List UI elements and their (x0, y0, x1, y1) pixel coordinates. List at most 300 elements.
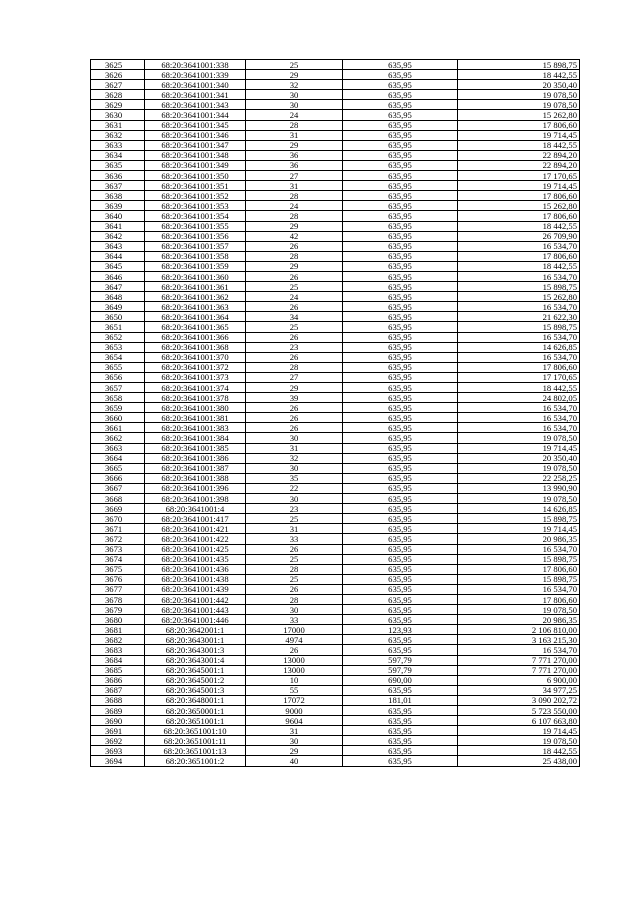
cadastral-value-cell: 22 894,20 (458, 150, 580, 160)
row-number-cell: 3656 (91, 372, 145, 382)
area-cell: 24 (246, 110, 343, 120)
table-row (91, 534, 580, 544)
area-cell: 17000 (246, 625, 343, 635)
table-row (91, 362, 580, 372)
specific-value-cell: 635,95 (343, 564, 458, 574)
table-row (91, 140, 580, 150)
cadastral-number-cell: 68:20:3641001:388 (145, 473, 246, 483)
cadastral-value-cell: 16 534,70 (458, 645, 580, 655)
cadastral-value-cell: 15 898,75 (458, 322, 580, 332)
cadastral-value-cell: 19 714,45 (458, 726, 580, 736)
table-row (91, 514, 580, 524)
cadastral-number-cell: 68:20:3641001:354 (145, 211, 246, 221)
table-row (91, 221, 580, 231)
row-number-cell: 3655 (91, 362, 145, 372)
area-cell: 25 (246, 322, 343, 332)
cadastral-value-cell: 16 534,70 (458, 352, 580, 362)
specific-value-cell: 635,95 (343, 726, 458, 736)
table-row (91, 322, 580, 332)
specific-value-cell: 635,95 (343, 584, 458, 594)
cadastral-number-cell: 68:20:3641001:362 (145, 292, 246, 302)
cadastral-value-cell: 15 262,80 (458, 110, 580, 120)
area-cell: 25 (246, 514, 343, 524)
table-row (91, 695, 580, 705)
row-number-cell: 3644 (91, 251, 145, 261)
cadastral-value-cell: 16 534,70 (458, 423, 580, 433)
cadastral-value-cell: 20 986,35 (458, 534, 580, 544)
area-cell: 26 (246, 645, 343, 655)
cadastral-number-cell: 68:20:3641001:343 (145, 100, 246, 110)
row-number-cell: 3692 (91, 736, 145, 746)
table-row (91, 150, 580, 160)
table-row (91, 403, 580, 413)
table-row (91, 171, 580, 181)
area-cell: 36 (246, 150, 343, 160)
cadastral-value-cell: 19 078,50 (458, 90, 580, 100)
row-number-cell: 3659 (91, 403, 145, 413)
cadastral-number-cell: 68:20:3641001:422 (145, 534, 246, 544)
cadastral-number-cell: 68:20:3641001:384 (145, 433, 246, 443)
cadastral-value-cell: 14 626,85 (458, 342, 580, 352)
table-row (91, 726, 580, 736)
cadastral-number-cell: 68:20:3641001:344 (145, 110, 246, 120)
cadastral-number-cell: 68:20:3641001:341 (145, 90, 246, 100)
area-cell: 30 (246, 433, 343, 443)
cadastral-value-cell: 19 714,45 (458, 524, 580, 534)
specific-value-cell: 635,95 (343, 534, 458, 544)
specific-value-cell: 635,95 (343, 453, 458, 463)
specific-value-cell: 635,95 (343, 322, 458, 332)
table-row (91, 594, 580, 604)
cadastral-number-cell: 68:20:3641001:442 (145, 594, 246, 604)
row-number-cell: 3682 (91, 635, 145, 645)
specific-value-cell: 635,95 (343, 423, 458, 433)
area-cell: 30 (246, 90, 343, 100)
cadastral-value-cell: 16 534,70 (458, 241, 580, 251)
cadastral-value-cell: 20 986,35 (458, 615, 580, 625)
cadastral-number-cell: 68:20:3641001:387 (145, 463, 246, 473)
specific-value-cell: 635,95 (343, 544, 458, 554)
cadastral-value-cell: 17 170,65 (458, 171, 580, 181)
row-number-cell: 3686 (91, 675, 145, 685)
specific-value-cell: 690,00 (343, 675, 458, 685)
specific-value-cell: 635,95 (343, 574, 458, 584)
table-row (91, 554, 580, 564)
area-cell: 31 (246, 524, 343, 534)
table-row (91, 564, 580, 574)
area-cell: 9604 (246, 716, 343, 726)
cadastral-value-cell: 3 090 202,72 (458, 695, 580, 705)
specific-value-cell: 635,95 (343, 403, 458, 413)
row-number-cell: 3643 (91, 241, 145, 251)
cadastral-value-cell: 25 438,00 (458, 756, 580, 766)
row-number-cell: 3645 (91, 261, 145, 271)
area-cell: 28 (246, 362, 343, 372)
area-cell: 13000 (246, 655, 343, 665)
cadastral-number-cell: 68:20:3641001:340 (145, 80, 246, 90)
cadastral-number-cell: 68:20:3641001:345 (145, 120, 246, 130)
area-cell: 25 (246, 282, 343, 292)
cadastral-value-cell: 19 078,50 (458, 463, 580, 473)
cadastral-value-cell: 16 534,70 (458, 302, 580, 312)
row-number-cell: 3651 (91, 322, 145, 332)
area-cell: 36 (246, 160, 343, 170)
row-number-cell: 3627 (91, 80, 145, 90)
cadastral-value-cell: 15 898,75 (458, 574, 580, 584)
row-number-cell: 3658 (91, 393, 145, 403)
specific-value-cell: 635,95 (343, 615, 458, 625)
cadastral-number-cell: 68:20:3641001:348 (145, 150, 246, 160)
row-number-cell: 3665 (91, 463, 145, 473)
cadastral-value-cell: 19 714,45 (458, 130, 580, 140)
area-cell: 31 (246, 130, 343, 140)
row-number-cell: 3657 (91, 383, 145, 393)
row-number-cell: 3675 (91, 564, 145, 574)
table-row (91, 574, 580, 584)
area-cell: 29 (246, 383, 343, 393)
area-cell: 29 (246, 746, 343, 756)
table-row (91, 241, 580, 251)
specific-value-cell: 635,95 (343, 110, 458, 120)
table-row (91, 584, 580, 594)
specific-value-cell: 635,95 (343, 271, 458, 281)
table-body (91, 60, 580, 767)
specific-value-cell: 635,95 (343, 130, 458, 140)
area-cell: 29 (246, 70, 343, 80)
specific-value-cell: 635,95 (343, 160, 458, 170)
area-cell: 24 (246, 201, 343, 211)
row-number-cell: 3632 (91, 130, 145, 140)
cadastral-number-cell: 68:20:3641001:364 (145, 312, 246, 322)
specific-value-cell: 635,95 (343, 594, 458, 604)
specific-value-cell: 635,95 (343, 443, 458, 453)
cadastral-number-cell: 68:20:3641001:372 (145, 362, 246, 372)
area-cell: 27 (246, 372, 343, 382)
cadastral-value-cell: 19 078,50 (458, 736, 580, 746)
row-number-cell: 3693 (91, 746, 145, 756)
row-number-cell: 3662 (91, 433, 145, 443)
area-cell: 25 (246, 60, 343, 70)
cadastral-value-cell: 19 078,50 (458, 100, 580, 110)
row-number-cell: 3661 (91, 423, 145, 433)
specific-value-cell: 635,95 (343, 413, 458, 423)
specific-value-cell: 635,95 (343, 251, 458, 261)
cadastral-value-cell: 18 442,55 (458, 383, 580, 393)
area-cell: 24 (246, 292, 343, 302)
cadastral-value-cell: 17 806,60 (458, 362, 580, 372)
specific-value-cell: 635,95 (343, 463, 458, 473)
area-cell: 25 (246, 574, 343, 584)
cadastral-value-cell: 14 626,85 (458, 504, 580, 514)
cadastral-number-cell: 68:20:3641001:355 (145, 221, 246, 231)
row-number-cell: 3687 (91, 685, 145, 695)
row-number-cell: 3654 (91, 352, 145, 362)
area-cell: 30 (246, 736, 343, 746)
specific-value-cell: 635,95 (343, 504, 458, 514)
cadastral-value-cell: 19 078,50 (458, 433, 580, 443)
area-cell: 31 (246, 181, 343, 191)
row-number-cell: 3684 (91, 655, 145, 665)
cadastral-number-cell: 68:20:3641001:349 (145, 160, 246, 170)
specific-value-cell: 635,95 (343, 716, 458, 726)
cadastral-number-cell: 68:20:3641001:366 (145, 332, 246, 342)
area-cell: 28 (246, 594, 343, 604)
cadastral-number-cell: 68:20:3641001:339 (145, 70, 246, 80)
cadastral-number-cell: 68:20:3641001:378 (145, 393, 246, 403)
table-row (91, 342, 580, 352)
area-cell: 31 (246, 726, 343, 736)
cadastral-number-cell: 68:20:3645001:1 (145, 665, 246, 675)
row-number-cell: 3676 (91, 574, 145, 584)
specific-value-cell: 635,95 (343, 524, 458, 534)
area-cell: 28 (246, 564, 343, 574)
specific-value-cell: 181,01 (343, 695, 458, 705)
cadastral-number-cell: 68:20:3651001:11 (145, 736, 246, 746)
cadastral-value-cell: 19 078,50 (458, 494, 580, 504)
cadastral-number-cell: 68:20:3641001:346 (145, 130, 246, 140)
table-row (91, 685, 580, 695)
specific-value-cell: 635,95 (343, 90, 458, 100)
cadastral-number-cell: 68:20:3642001:1 (145, 625, 246, 635)
cadastral-value-cell: 13 990,90 (458, 483, 580, 493)
cadastral-number-cell: 68:20:3641001:435 (145, 554, 246, 564)
table-row (91, 746, 580, 756)
table-row (91, 443, 580, 453)
row-number-cell: 3647 (91, 282, 145, 292)
cadastral-number-cell: 68:20:3641001:352 (145, 191, 246, 201)
cadastral-number-cell: 68:20:3645001:2 (145, 675, 246, 685)
area-cell: 22 (246, 483, 343, 493)
cadastral-number-cell: 68:20:3641001:357 (145, 241, 246, 251)
row-number-cell: 3691 (91, 726, 145, 736)
table-row (91, 393, 580, 403)
specific-value-cell: 635,95 (343, 292, 458, 302)
cadastral-number-cell: 68:20:3641001:439 (145, 584, 246, 594)
row-number-cell: 3628 (91, 90, 145, 100)
cadastral-value-cell: 17 806,60 (458, 211, 580, 221)
specific-value-cell: 123,93 (343, 625, 458, 635)
cadastral-number-cell: 68:20:3641001:370 (145, 352, 246, 362)
specific-value-cell: 597,79 (343, 655, 458, 665)
cadastral-value-cell: 26 709,90 (458, 231, 580, 241)
cadastral-value-cell: 17 806,60 (458, 594, 580, 604)
area-cell: 4974 (246, 635, 343, 645)
cadastral-value-cell: 16 534,70 (458, 332, 580, 342)
cadastral-value-cell: 17 806,60 (458, 191, 580, 201)
cadastral-value-cell: 22 258,25 (458, 473, 580, 483)
cadastral-value-cell: 5 723 550,00 (458, 706, 580, 716)
area-cell: 29 (246, 221, 343, 231)
cadastral-value-cell: 17 806,60 (458, 564, 580, 574)
area-cell: 32 (246, 453, 343, 463)
cadastral-value-cell: 20 350,40 (458, 453, 580, 463)
specific-value-cell: 635,95 (343, 736, 458, 746)
area-cell: 26 (246, 302, 343, 312)
area-cell: 26 (246, 352, 343, 362)
specific-value-cell: 635,95 (343, 746, 458, 756)
specific-value-cell: 635,95 (343, 261, 458, 271)
specific-value-cell: 635,95 (343, 342, 458, 352)
cadastral-value-cell: 18 442,55 (458, 746, 580, 756)
cadastral-value-cell: 22 894,20 (458, 160, 580, 170)
cadastral-value-cell: 17 806,60 (458, 120, 580, 130)
row-number-cell: 3667 (91, 483, 145, 493)
table-row (91, 483, 580, 493)
area-cell: 33 (246, 615, 343, 625)
row-number-cell: 3683 (91, 645, 145, 655)
area-cell: 33 (246, 534, 343, 544)
cadastral-number-cell: 68:20:3641001:360 (145, 271, 246, 281)
area-cell: 34 (246, 312, 343, 322)
specific-value-cell: 635,95 (343, 362, 458, 372)
row-number-cell: 3666 (91, 473, 145, 483)
area-cell: 29 (246, 140, 343, 150)
specific-value-cell: 635,95 (343, 231, 458, 241)
specific-value-cell: 635,95 (343, 605, 458, 615)
area-cell: 28 (246, 211, 343, 221)
table-row (91, 675, 580, 685)
table-row (91, 423, 580, 433)
table-row (91, 100, 580, 110)
table-row (91, 756, 580, 766)
table-row (91, 504, 580, 514)
cadastral-number-cell: 68:20:3641001:398 (145, 494, 246, 504)
table-row (91, 130, 580, 140)
table-row (91, 383, 580, 393)
cadastral-value-cell: 7 771 270,00 (458, 655, 580, 665)
table-row (91, 605, 580, 615)
area-cell: 26 (246, 332, 343, 342)
table-row (91, 120, 580, 130)
specific-value-cell: 635,95 (343, 171, 458, 181)
cadastral-number-cell: 68:20:3641001:363 (145, 302, 246, 312)
specific-value-cell: 635,95 (343, 685, 458, 695)
table-row (91, 271, 580, 281)
specific-value-cell: 635,95 (343, 635, 458, 645)
cadastral-value-cell: 7 771 270,00 (458, 665, 580, 675)
table-row (91, 251, 580, 261)
row-number-cell: 3689 (91, 706, 145, 716)
cadastral-number-cell: 68:20:3641001:385 (145, 443, 246, 453)
area-cell: 40 (246, 756, 343, 766)
specific-value-cell: 635,95 (343, 383, 458, 393)
row-number-cell: 3626 (91, 70, 145, 80)
cadastral-number-cell: 68:20:3641001:347 (145, 140, 246, 150)
row-number-cell: 3653 (91, 342, 145, 352)
specific-value-cell: 635,95 (343, 302, 458, 312)
table-row (91, 282, 580, 292)
specific-value-cell: 635,95 (343, 191, 458, 201)
table-row (91, 655, 580, 665)
table-row (91, 544, 580, 554)
row-number-cell: 3663 (91, 443, 145, 453)
cadastral-number-cell: 68:20:3643001:4 (145, 655, 246, 665)
row-number-cell: 3636 (91, 171, 145, 181)
cadastral-number-cell: 68:20:3641001:365 (145, 322, 246, 332)
specific-value-cell: 635,95 (343, 221, 458, 231)
area-cell: 26 (246, 423, 343, 433)
row-number-cell: 3642 (91, 231, 145, 241)
specific-value-cell: 635,95 (343, 372, 458, 382)
table-row (91, 60, 580, 70)
row-number-cell: 3677 (91, 584, 145, 594)
area-cell: 35 (246, 473, 343, 483)
specific-value-cell: 635,95 (343, 554, 458, 564)
cadastral-value-cell: 6 107 663,80 (458, 716, 580, 726)
specific-value-cell: 635,95 (343, 494, 458, 504)
row-number-cell: 3650 (91, 312, 145, 322)
row-number-cell: 3625 (91, 60, 145, 70)
cadastral-value-cell: 18 442,55 (458, 140, 580, 150)
cadastral-number-cell: 68:20:3651001:1 (145, 716, 246, 726)
specific-value-cell: 635,95 (343, 120, 458, 130)
cadastral-number-cell: 68:20:3641001:358 (145, 251, 246, 261)
table-row (91, 665, 580, 675)
row-number-cell: 3629 (91, 100, 145, 110)
specific-value-cell: 635,95 (343, 60, 458, 70)
cadastral-number-cell: 68:20:3641001:361 (145, 282, 246, 292)
cadastral-value-cell: 16 534,70 (458, 403, 580, 413)
area-cell: 25 (246, 554, 343, 564)
cadastral-number-cell: 68:20:3641001:373 (145, 372, 246, 382)
table-row (91, 473, 580, 483)
cadastral-number-cell: 68:20:3641001:383 (145, 423, 246, 433)
area-cell: 13000 (246, 665, 343, 675)
specific-value-cell: 635,95 (343, 332, 458, 342)
cadastral-value-cell: 15 898,75 (458, 282, 580, 292)
cadastral-value-cell: 15 898,75 (458, 60, 580, 70)
table-row (91, 413, 580, 423)
table-row (91, 524, 580, 534)
cadastral-value-cell: 18 442,55 (458, 261, 580, 271)
area-cell: 30 (246, 494, 343, 504)
table-row (91, 80, 580, 90)
cadastral-number-cell: 68:20:3648001:1 (145, 695, 246, 705)
row-number-cell: 3635 (91, 160, 145, 170)
table-row (91, 463, 580, 473)
table-row (91, 736, 580, 746)
cadastral-value-cell: 18 442,55 (458, 221, 580, 231)
area-cell: 29 (246, 261, 343, 271)
area-cell: 23 (246, 504, 343, 514)
area-cell: 26 (246, 584, 343, 594)
cadastral-value-cell: 17 806,60 (458, 251, 580, 261)
cadastral-value-cell: 6 900,00 (458, 675, 580, 685)
table-row (91, 494, 580, 504)
cadastral-number-cell: 68:20:3651001:13 (145, 746, 246, 756)
table-row (91, 645, 580, 655)
table-row (91, 231, 580, 241)
row-number-cell: 3685 (91, 665, 145, 675)
row-number-cell: 3638 (91, 191, 145, 201)
specific-value-cell: 635,95 (343, 100, 458, 110)
table-row (91, 716, 580, 726)
area-cell: 27 (246, 171, 343, 181)
cadastral-number-cell: 68:20:3641001:396 (145, 483, 246, 493)
cadastral-number-cell: 68:20:3641001:4 (145, 504, 246, 514)
cadastral-number-cell: 68:20:3641001:359 (145, 261, 246, 271)
area-cell: 39 (246, 393, 343, 403)
cadastral-value-cell: 19 714,45 (458, 181, 580, 191)
specific-value-cell: 635,95 (343, 150, 458, 160)
specific-value-cell: 635,95 (343, 211, 458, 221)
row-number-cell: 3639 (91, 201, 145, 211)
table-row (91, 312, 580, 322)
specific-value-cell: 635,95 (343, 140, 458, 150)
area-cell: 23 (246, 342, 343, 352)
specific-value-cell: 635,95 (343, 756, 458, 766)
table-row (91, 110, 580, 120)
